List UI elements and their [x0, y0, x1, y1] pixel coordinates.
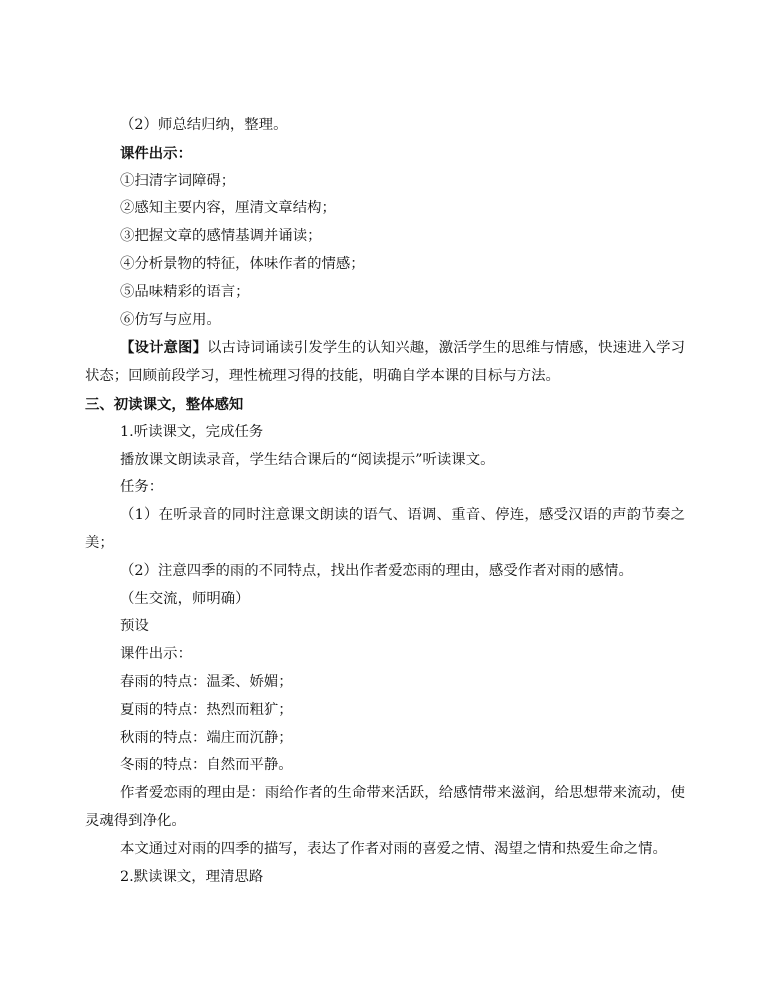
design-intent-text: 以古诗词诵读引发学生的认知兴趣，激活学生的思维与情感，快速进入学习状态；回顾前段学习，理性梳理习得的技能，明确自学本课的目标与方法。: [85, 340, 685, 385]
list-item: 秋雨的特点：端庄而沉静；: [120, 729, 293, 746]
text-line: 任务：: [120, 479, 164, 496]
text-line: 预设: [120, 618, 149, 635]
courseware-heading: 课件出示：: [120, 144, 192, 162]
task-paragraph: （2）注意四季的雨的不同特点，找出作者爱恋雨的理由，感受作者对雨的感情。: [120, 562, 633, 579]
text-line: （生交流，师明确）: [120, 590, 250, 607]
summary-paragraph: 本文通过对雨的四季的描写，表达了作者对雨的喜爱之情、渴望之情和热爱生命之情。: [120, 840, 667, 857]
design-intent-label: 【设计意图】: [120, 339, 207, 357]
subsection-heading: 2.默读课文，理清思路: [120, 868, 264, 885]
task-paragraph: （1）在听录音的同时注意课文朗读的语气、语调、重音、停连，感受汉语的声韵节奏之美；: [85, 507, 685, 551]
list-item: ⑤品味精彩的语言；: [120, 283, 250, 300]
list-item: ①扫清字词障碍；: [120, 172, 236, 189]
list-item: ⑥仿写与应用。: [120, 311, 221, 328]
text-line: （2）师总结归纳，整理。: [120, 117, 288, 133]
list-item: ②感知主要内容，厘清文章结构；: [120, 200, 336, 217]
design-intent-paragraph: [85, 334, 685, 391]
text-line: 播放课文朗读录音，学生结合课后的“阅读提示”听读课文。: [120, 451, 495, 468]
list-item: 夏雨的特点：热烈而粗犷；: [120, 701, 293, 718]
subsection-heading: 1.听读课文，完成任务: [120, 423, 264, 440]
document-body: [85, 112, 685, 891]
text-line: 课件出示：: [120, 646, 192, 663]
reason-paragraph: 作者爱恋雨的理由是：雨给作者的生命带来活跃，给感情带来滋润，给思想带来流动，使灵魂得到净化。: [85, 785, 685, 829]
list-item: 冬雨的特点：自然而平静。: [120, 757, 293, 774]
list-item: 春雨的特点：温柔、娇媚；: [120, 673, 293, 690]
list-item: ③把握文章的感情基调并诵读；: [120, 228, 322, 245]
list-item: ④分析景物的特征，体味作者的情感；: [120, 255, 365, 272]
section-heading: 三、初读课文，整体感知: [85, 395, 244, 413]
